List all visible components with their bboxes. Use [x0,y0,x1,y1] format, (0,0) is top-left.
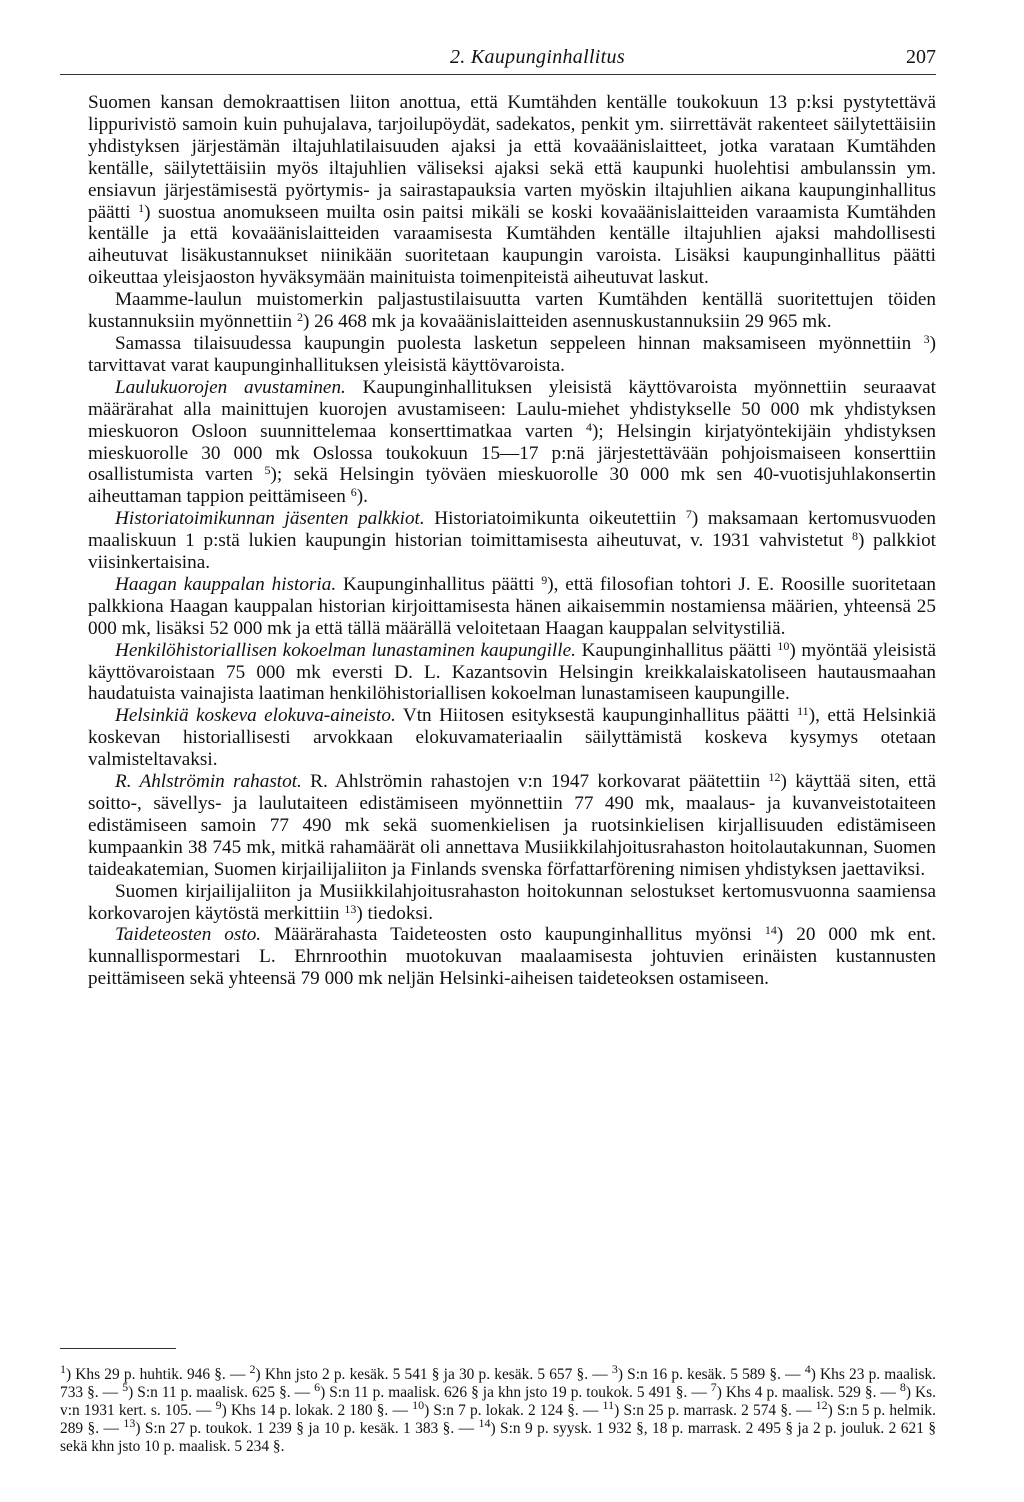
footnote-ref: 12 [768,770,781,785]
paragraph-text: ) 20 000 mk ent. kunnallispormestari L. Ehrnroothin muotokuvan maalaamisesta johtuvien erinäisten kustannusten peittämiseen sekä yhteensä 79 000 mk neljän Helsinki-aiheisen taideteoksen ostamiseen. [88,924,936,990]
footnote [710,1380,900,1401]
paragraph-text: Samassa tilaisuudessa kaupungin puolesta lasketun seppeleen hinnan maksamiseen myönnettiin [115,332,924,354]
footnote-text: ) Khn jsto 2 p. kesäk. 5 541 § ja 30 p. kesäk. 5 657 §. — [255,1366,612,1383]
footnote-ref: 4 [585,419,592,434]
footnote-number: 2 [249,1362,256,1376]
page-number: 207 [906,46,936,68]
paragraph-text: ). [356,486,368,508]
paragraph [88,705,936,771]
footnote [412,1398,603,1419]
paragraph-text: ) tarvittavat varat kaupunginhallituksen yleisistä käyttövaroista. [88,332,936,376]
paragraph-text: Määrärahasta Taideteosten osto kaupunginhallitus myönsi [261,924,765,946]
section-heading: Haagan kauppalan historia. [115,573,337,595]
footnote-divider [60,1348,176,1349]
paragraph-text: ), että Helsinkiä koskevan historiallisesti arvokkaan elokuvamateriaalin säilyttämistä koskeva kysymys otetaan valmisteltavaksi. [88,705,936,771]
paragraph [88,377,936,508]
footnote-number: 9 [215,1398,222,1412]
paragraph-text: Suomen kansan demokraattisen liiton anottua, että Kumtähden kentälle toukokuun 13 p:ksi pystytettävä lippurivistö samoin kuin puhujalava, tarjoilupöydät, sadekatos, penkit ym. siirrettävät rakenteet säilytettäisiin yhdistyksen järjestämän iltajuhlatilaisuuden ajaksi ja että kovaäänislaitteet, jotka varataan Kumtähden kentälle, säilytettäisiin myös iltajuhlien väliseksi ajaksi sekä että kaupunki huolehtisi ambulanssin ym. ensiavun järjestämisestä pyörtymis- ja sairastapauksia varten myöskin iltajuhlien aikana kaupunginhallitus päätti [88,92,936,223]
paragraph [88,881,936,925]
paragraph-text: Kaupunginhallituksen yleisistä käyttövaroista myönnettiin seuraavat määrärahat alla mainittujen kuorojen avustamiseen: Laulu-miehet yhdistykselle 50 000 mk yhdistyksen mieskuoron Osloon suunnittelemaa konserttimatkaa varten [88,376,936,442]
body-text [88,92,936,990]
footnote-ref: 6 [350,485,357,500]
footnote-text: ) S:n 11 p. maalisk. 626 § ja khn jsto 19 p. toukok. 5 491 §. — [320,1384,711,1401]
footnote-text: ) S:n 25 p. marrask. 2 574 §. — [614,1402,816,1419]
footnote-number: 3 [611,1362,618,1376]
paragraph [88,333,936,377]
footnote-ref: 5 [264,463,271,478]
paragraph [88,92,936,289]
paragraph-text: ) 26 468 mk ja kovaäänislaitteiden asennuskustannuksiin 29 965 mk. [302,311,832,333]
paragraph-text: Vtn Hiitosen esityksestä kaupunginhallitus päätti [395,705,798,727]
footnote-ref: 11 [797,704,809,719]
footnote-number: 6 [314,1380,321,1394]
paragraph-text: ) palkkiot viisinkertaisina. [88,530,936,574]
paragraph [88,508,936,574]
footnote-number: 13 [123,1416,136,1430]
paragraph [88,289,936,333]
footnote-number: 4 [804,1362,811,1376]
section-heading: R. Ahlströmin rahastot. [115,771,302,793]
paragraph-text: Kaupunginhallitus päätti [575,639,778,661]
paragraph-text: ); Helsingin kirjatyöntekijäin yhdistyksen mieskuorolle 30 000 mk Oslossa toukokuun 15—17 p:nä järjestettävään pohjoismaiseen konserttiin osallistumista varten [88,420,936,486]
paragraph-text: Kaupunginhallitus päätti [336,573,542,595]
footnote-ref: 3 [923,331,930,346]
footnote-number: 12 [815,1398,828,1412]
footnote-text: ) S:n 27 p. toukok. 1 239 § ja 10 p. kesäk. 1 383 §. — [135,1420,479,1437]
footnote [602,1398,816,1419]
paragraph [88,640,936,706]
footnote [249,1362,612,1383]
footnote-ref: 10 [777,638,790,653]
footnote [611,1362,805,1383]
footnote-text: ) Ks. v:n 1931 kert. s. 105. — [60,1384,936,1419]
section-heading: Taideteosten osto. [115,924,262,946]
paragraph-text: ) tiedoksi. [356,902,434,924]
paragraph-text: ) käyttää siten, että soitto-, sävellys- ja laulutaiteen edistämiseen myönnettiin 77 490 mk, maalaus- ja kuvanveistotaiteen edistämiseen samoin 77 490 mk sekä suomenkielisen ja ruotsinkielisen kirjallisuuden edistämiseen kumpaankin 38 745 mk, mitkä rahamäärät oli annettava Musiikkilahjoitusrahaston hoitolautakunnan, Suomen taideakatemian, Suomen kirjailijaliiton ja Finlands svenska författarförening nimisen yhdistyksen jaettaviksi. [88,771,936,880]
footnote-text: ) S:n 16 p. kesäk. 5 589 §. — [617,1366,805,1383]
footnote-number: 8 [899,1380,906,1394]
paragraph-text: ) suostua anomukseen muilta osin paitsi mikäli se koski kovaäänislaitteiden varaamista Kumtähden kentälle ja että kovaäänislaitteiden varaamisesta Kumtähden kentälle iltajuhlien ajaksi mahdollisesti aiheutuvat lisäkustannukset niinikään suoritetaan kaupungin varoista. Lisäksi kaupunginhallitus päätti oikeuttaa yleisjaoston hyväksymään mainituista toimenpiteistä aiheutuvat laskut. [88,201,936,289]
paragraph-text: ); sekä Helsingin työväen mieskuorolle 30 000 mk sen 40-vuotisjuhlakonsertin aiheuttaman tappion peittämiseen [88,464,936,508]
footnote-number: 1 [60,1362,66,1376]
footnote-ref: 9 [541,572,548,587]
footnote-ref: 2 [296,310,303,325]
paragraph [88,574,936,640]
footnote-text: ) Khs 23 p. maalisk. 733 §. — [60,1366,937,1401]
footnote-text: ) S:n 9 p. syysk. 1 932 §, 18 p. marrask. 2 495 § ja 2 p. jouluk. 2 621 § sekä khn jsto 10 p. maalisk. 5 234 §. [60,1420,937,1455]
paragraph [88,924,936,990]
header-title: 2. Kaupunginhallitus [450,46,625,68]
footnote [60,1362,250,1383]
footnotes [60,1362,937,1456]
footnote-number: 7 [710,1380,717,1394]
footnote-number: 11 [602,1398,615,1412]
footnote-text: ) S:n 5 p. helmik. 289 §. — [60,1402,936,1437]
paragraph-text: ) maksamaan kertomusvuoden maaliskuun 1 p:stä lukien kaupungin historian toimittamisesta aiheutuvat, v. 1931 vahvistetut [88,508,936,552]
paragraph-text: Maamme-laulun muistomerkin paljastustilaisuutta varten Kumtähden kentällä suoritettujen töiden kustannuksiin myönnettiin [88,289,936,333]
footnote-ref: 1 [138,200,145,215]
footnote-ref: 7 [685,507,692,522]
paragraph-text: ), että filosofian tohtori J. E. Roosille suoritetaan palkkiona Haagan kauppalan historian kirjoittamisesta hänen aikaisemmin nostamiensa määrien, yhteensä 25 000 mk, lisäksi 52 000 mk ja että tällä määrällä veloitetaan Haagan kauppalan selvitystiliä. [88,573,936,639]
section-heading: Historiatoimikunnan jäsenten palkkiot. [115,508,425,530]
footnote [215,1398,413,1419]
footnote-text: ) Khs 4 p. maalisk. 529 §. — [716,1384,900,1401]
footnote-number: 14 [478,1416,491,1430]
paragraph [88,771,936,881]
paragraph-text: ) myöntää yleisistä käyttövaroistaan 75 000 mk eversti D. L. Kazantsovin Helsingin kreikkalaiskatoliseen hautausmaahan haudatuista vainajista laatiman henkilöhistoriallisen kokoelman lunastamiseen kaupungille. [88,639,936,705]
footnote [123,1416,479,1437]
footnote-number: 10 [412,1398,425,1412]
footnote-ref: 14 [764,923,777,938]
footnote-number: 5 [122,1380,129,1394]
footnote-text: ) S:n 7 p. lokak. 2 124 §. — [424,1402,603,1419]
footnote [314,1380,711,1401]
paragraph-text: R. Ahlströmin rahastojen v:n 1947 korkovarat päätettiin [301,771,769,793]
footnote-text: ) Khs 14 p. lokak. 2 180 §. — [221,1402,413,1419]
footnote-ref: 8 [852,529,858,544]
footnote-text: ) Khs 29 p. huhtik. 946 §. — [66,1366,250,1383]
footnote-text: ) S:n 11 p. maalisk. 625 §. — [128,1384,315,1401]
section-heading: Laulukuorojen avustaminen. [115,376,346,398]
section-heading: Helsinkiä koskeva elokuva-aineisto. [115,705,396,727]
footnote-ref: 13 [344,901,357,916]
running-header [60,38,936,75]
paragraph-text: Suomen kirjailijaliiton ja Musiikkilahjoitusrahaston hoitokunnan selostukset kertomusvuonna saamiensa korkovarojen käytöstä merkittiin [88,880,936,924]
section-heading: Henkilöhistoriallisen kokoelman lunastaminen kaupungille. [115,639,576,661]
paragraph-text: Historiatoimikunta oikeutettiin [424,508,686,530]
